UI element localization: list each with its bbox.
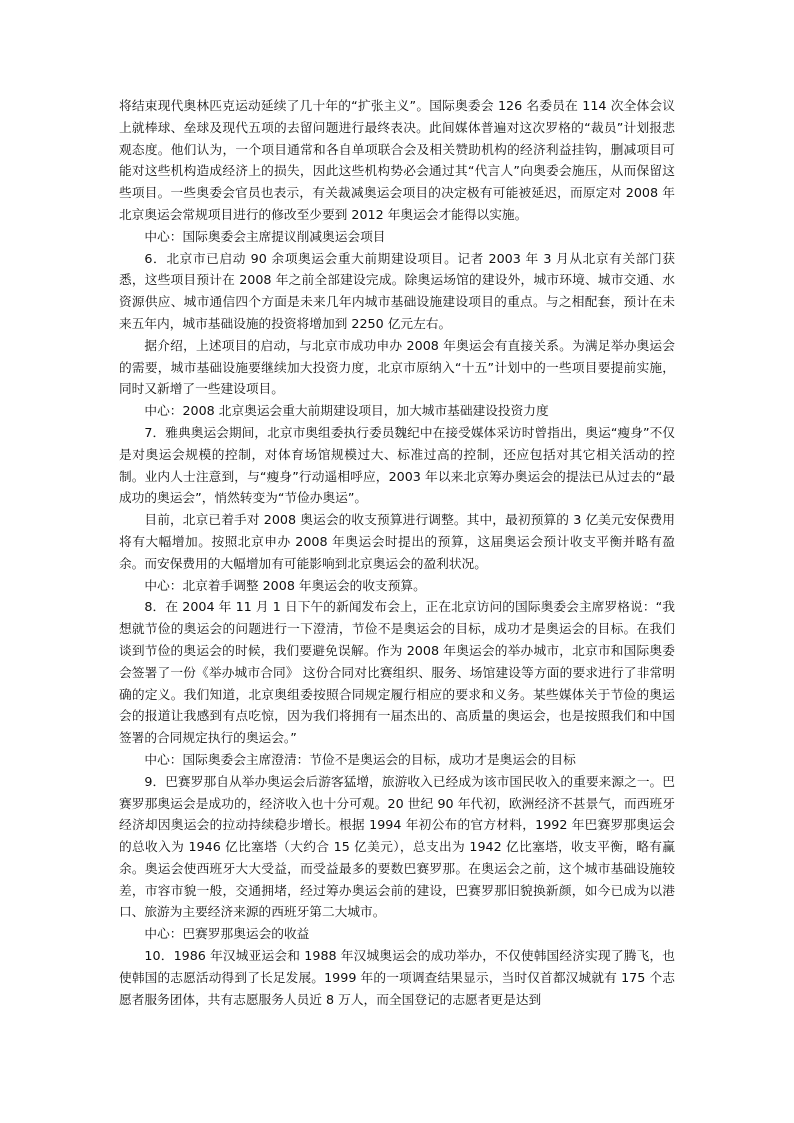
body-paragraph: 8．在 2004 年 11 月 1 日下午的新闻发布会上，正在北京访问的国际奥委会主席罗格说：“我想就节俭的奥运会的问题进行一下澄清，节俭不是奥运会的目标，成功才是奥运会的目标。在我们谈到节俭的奥运会的时候，我们要避免误解。作为 2008 年奥运会的举办城市，北京市和国际奥委会签署了一份《举办城市合同》 这份合同对比赛组织、服务、场馆建设等方面的要求进行了非常明确的定义。我们知道，北京奥组委按照合同规定履行相应的要求和义务。某些媒体关于节俭的奥运会的报道让我感到有点吃惊，因为我们将拥有一届杰出的、高质量的奥运会，也是按照我们和中国签署的合同规定执行的奥运会。” [119,599,675,746]
body-paragraph: 6．北京市已启动 90 余项奥运会重大前期建设项目。记者 2003 年 3 月从北京有关部门获悉，这些项目预计在 2008 年之前全部建设完成。除奥运场馆的建设外，城市环境、城市交通、水资源供应、城市通信四个方面是未来几年内城市基础设施建设项目的重点。与之相配套，预计在未来五年内，城市基础设施的投资将增加到 2250 亿元左右。 [119,250,675,331]
summary-line: 中心：国际奥委会主席澄清：节俭不是奥运会的目标，成功才是奥运会的目标 [144,751,576,767]
document-page [119,95,675,1010]
summary-line: 中心：国际奥委会主席提议削减奥运会项目 [144,228,386,244]
body-paragraph: 将结束现代奥林匹克运动延续了几十年的“扩张主义”。国际奥委会 126 名委员在 114 次全体会议上就棒球、垒球及现代五项的去留问题进行最终表决。此间媒体普遍对这次罗格的“裁员”计划报悲观态度。他们认为，一个项目通常和各自单项联合会及相关赞助机构的经济利益挂钩，删减项目可能对这些机构造成经济上的损失，因此这些机构势必会通过其“代言人”向奥委会施压，从而保留这些项目。一些奥委会官员也表示，有关裁减奥运会项目的决定极有可能被延迟，而原定对 2008 年北京奥运会常规项目进行的修改至少要到 2012 年奥运会才能得以实施。 [119,98,675,222]
body-paragraph: 据介绍，上述项目的启动，与北京市成功申办 2008 年奥运会有直接关系。为满足举办奥运会的需要，城市基础设施要继续加大投资力度，北京市原纳入“十五”计划中的一些项目要提前实施，同时又新增了一些建设项目。 [119,337,675,397]
body-paragraph: 7．雅典奥运会期间，北京市奥组委执行委员魏纪中在接受媒体采访时曾指出，奥运“瘦身”不仅是对奥运会规模的控制，对体育场馆规模过大、标准过高的控制，还应包括对其它相关活动的控制。业内人士注意到，与“瘦身”行动遥相呼应，2003 年以来北京筹办奥运会的提法已从过去的“最成功的奥运会”，悄然转变为“节俭办奥运”。 [119,424,675,506]
summary-line: 中心：巴赛罗那奥运会的收益 [144,926,310,942]
body-paragraph: 目前，北京已着手对 2008 奥运会的收支预算进行调整。其中，最初预算的 3 亿美元安保费用将有大幅增加。按照北京申办 2008 年奥运会时提出的预算，这届奥运会预计收支平衡并略有盈余。而安保费用的大幅增加有可能影响到北京奥运会的盈利状况。 [119,512,675,571]
summary-line: 中心：2008 北京奥运会重大前期建设项目，加大城市基础建设投资力度 [144,403,549,419]
body-paragraph: 10．1986 年汉城亚运会和 1988 年汉城奥运会的成功举办，不仅使韩国经济实现了腾飞，也使韩国的志愿活动得到了长足发展。1999 年的一项调查结果显示，当时仅首都汉城就有 175 个志愿者服务团体，共有志愿服务人员近 8 万人，而全国登记的志愿者更是达到 [119,948,675,1007]
body-paragraph: 9．巴赛罗那自从举办奥运会后游客猛增，旅游收入已经成为该市国民收入的重要来源之一。巴赛罗那奥运会是成功的，经济收入也十分可观。20 世纪 90 年代初，欧洲经济不甚景气，而西班牙经济却因奥运会的拉动持续稳步增长。根据 1994 年初公布的官方材料，1992 年巴赛罗那奥运会的总收入为 1946 亿比塞塔（大约合 15 亿美元），总支出为 1942 亿比塞塔，收支平衡，略有赢余。奥运会使西班牙大大受益，而受益最多的要数巴赛罗那。在奥运会之前，这个城市基础设施较差，市容市貌一般，交通拥堵，经过筹办奥运会前的建设，巴赛罗那旧貌换新颜，如今已成为以港口、旅游为主要经济来源的西班牙第二大城市。 [119,773,675,920]
summary-line: 中心：北京着手调整 2008 年奥运会的收支预算。 [144,577,426,593]
